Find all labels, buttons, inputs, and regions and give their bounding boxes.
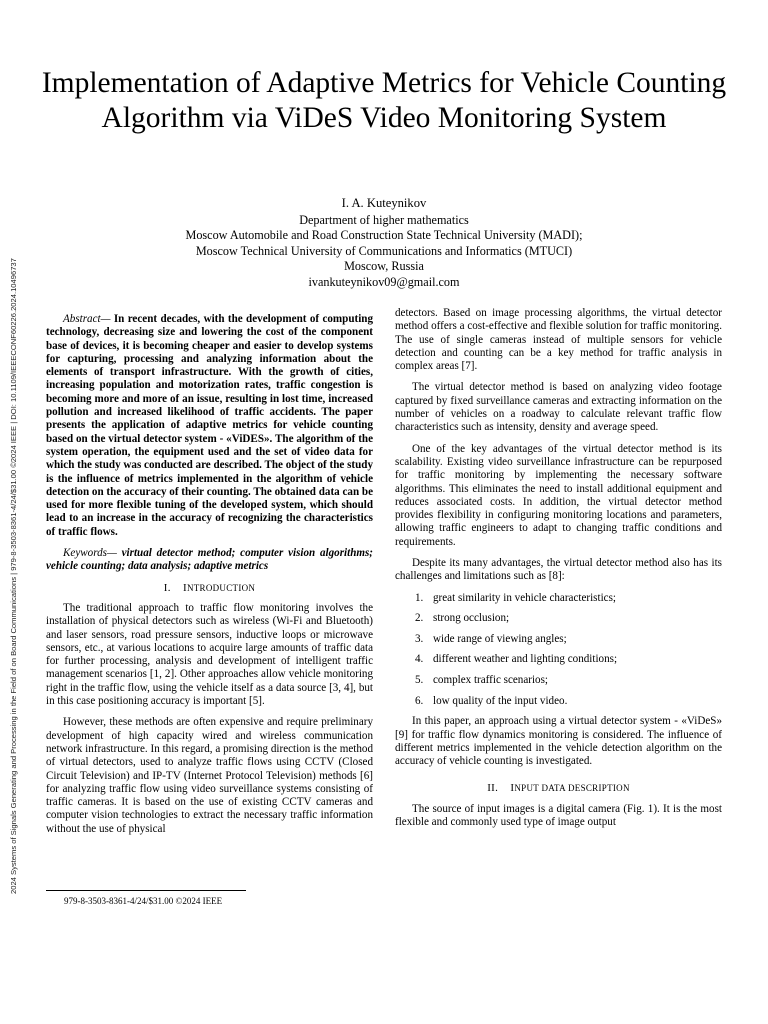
list-item-text: great similarity in vehicle characteristics; <box>433 591 616 604</box>
right-paragraph-5: In this paper, an approach using a virtual detector system - «ViDeS» [9] for traffic flow dynamics monitoring is considered. The influence of different metrics implemented in the vehicle detection algorithm on the accuracy of vehicle counting is investigated. <box>395 715 722 768</box>
author-department: Department of higher mathematics <box>299 212 469 227</box>
intro-paragraph-1: The traditional approach to traffic flow monitoring involves the installation of physical detectors such as wireless (Wi-Fi and Bluetooth) and laser sensors, road pressure sensors, inductive loops or microwave sensors, etc., at various locations to acquire large amounts of traffic data for further processing, analysis and development of intelligent traffic management scenarios [1, 2]. Other approaches allow vehicle monitoring right in the traffic flow, using the vehicle itself as a data source [3, 4], but in this case positioning accuracy is important [5]. <box>46 601 373 708</box>
right-paragraph-2: The virtual detector method is based on analyzing video footage captured by fixed surveillance cameras and extracting information on the number of vehicles on a roadway to calculate relevant traffic flow characteristics such as intensity, density and average speed. <box>395 381 722 434</box>
keywords-text: virtual detector method; computer vision algorithms; vehicle counting; data analysis; adaptive metrics <box>46 547 373 573</box>
footnote-copyright: 979-8-3503-8361-4/24/$31.00 ©2024 IEEE <box>64 896 223 906</box>
keywords-label: Keywords— <box>63 547 117 560</box>
keywords <box>46 547 373 574</box>
right-column <box>395 307 722 837</box>
author-affiliation-mtuci: Moscow Technical University of Communications and Informatics (MTUCI) <box>195 243 573 258</box>
list-item-number: 2. <box>415 612 424 625</box>
list-item-number: 1. <box>415 591 424 604</box>
list-item <box>395 592 722 605</box>
list-item-text: different weather and lighting conditions; <box>433 653 618 666</box>
left-column <box>46 313 373 844</box>
section-title-rest: NTRODUCTION <box>186 582 256 593</box>
list-item-text: strong occlusion; <box>433 612 510 625</box>
list-item-number: 3. <box>415 632 424 645</box>
right-paragraph-6: The source of input images is a digital camera (Fig. 1). It is the most flexible and commonly used type of image output <box>395 802 722 828</box>
list-item <box>395 633 722 646</box>
author-block <box>100 196 668 290</box>
list-item-number: 4. <box>415 653 424 666</box>
paper-title: Implementation of Adaptive Metrics for Vehicle Counting Algorithm via ViDeS Video Monitoring System <box>41 67 727 134</box>
author-email[interactable]: ivankuteynikov09@gmail.com <box>308 274 460 289</box>
right-paragraph-4: Despite its many advantages, the virtual detector method also has its challenges and limitations such as [8]: <box>395 557 722 583</box>
margin-citation <box>7 0 21 958</box>
list-item <box>395 695 722 708</box>
section-first-letter: I <box>182 581 187 594</box>
list-item <box>395 674 722 687</box>
section-heading-input-data <box>395 782 722 795</box>
right-paragraph-1: detectors. Based on image processing algorithms, the virtual detector method offers a cost-effective and flexible solution for traffic monitoring. The use of single cameras instead of multiple sensors for vehicle detection and counting can be a key method for traffic analysis in complex areas [7]. <box>395 307 722 373</box>
author-affiliation-madi: Moscow Automobile and Road Construction State Technical University (MADI); <box>185 228 583 242</box>
right-paragraph-3: One of the key advantages of the virtual detector method is its scalability. Existing video surveillance infrastructure can be repurposed for traffic monitoring by implementing the necessary software algorithms. This eliminates the need to install additional equipment and reduces associated costs. In addition, the virtual detector method provides flexibility in configuring monitoring locations and parameters, allowing traffic engineers to adapt to changing traffic conditions and requirements. <box>395 442 722 548</box>
author-name: I. A. Kuteynikov <box>341 196 427 210</box>
author-location: Moscow, Russia <box>344 259 424 273</box>
footnote-divider <box>46 890 246 891</box>
intro-paragraph-2: However, these methods are often expensive and require preliminary development of high capacity wired and wireless communication network infrastructure. In this regard, a promising direction is the method of virtual detectors, used to analyze traffic flows using CCTV (Closed Circuit Television) and IP-TV (Internet Protocol Television) methods [6] for analyzing traffic flow using video surveillance systems consisting of traffic cameras. It is based on the use of existing CCTV cameras and computer vision technologies to extract the necessary traffic information without the use of physical <box>46 716 373 835</box>
abstract <box>46 313 373 539</box>
section-number: I. <box>163 581 171 594</box>
list-item-number: 5. <box>415 674 424 687</box>
challenges-list <box>395 592 722 708</box>
section-number: II. <box>487 782 499 795</box>
list-item-number: 6. <box>415 694 424 707</box>
abstract-text: In recent decades, with the development of computing technology, decreasing size and lowering the cost of the component base of devices, it is becoming cheaper and easier to develop systems for capturing, processing and analyzing information about the elements of transport infrastructure. With the growth of cities, increasing population and motorization rates, traffic congestion is becoming more and more of an issue, resulting in lost time, increased pollution and increased likelihood of traffic accidents. The paper presents the application of adaptive metrics for vehicle counting based on the virtual detector system - «ViDES». The algorithm of the system operation, the equipment used and the set of video data for which the study was conducted are described. The object of the study is the influence of metrics implemented in the algorithm of vehicle detection on the accuracy of their counting. The obtained data can be used for more flexible tuning of the developed system, which should lead to an increase in the accuracy of recognizing the characteristics of traffic flows. <box>46 313 373 538</box>
list-item <box>395 612 722 625</box>
list-item-text: wide range of viewing angles; <box>433 632 567 645</box>
section-title-rest: NPUT DATA DESCRIPTION <box>514 783 630 794</box>
list-item <box>395 653 722 666</box>
margin-citation-text: 2024 Systems of Signals Generating and Processing in the Field of on Board Communications | 979-8-3503-8361-4/24/$31.00 ©2024 IEEE | DOI: 10.1109/IEEECONF60226.2024.10496737 <box>9 258 18 894</box>
section-heading-introduction <box>46 582 373 595</box>
list-item-text: complex traffic scenarios; <box>433 674 549 687</box>
section-first-letter: I <box>510 782 515 795</box>
list-item-text: low quality of the input video. <box>433 694 568 707</box>
abstract-label: Abstract— <box>63 313 111 325</box>
